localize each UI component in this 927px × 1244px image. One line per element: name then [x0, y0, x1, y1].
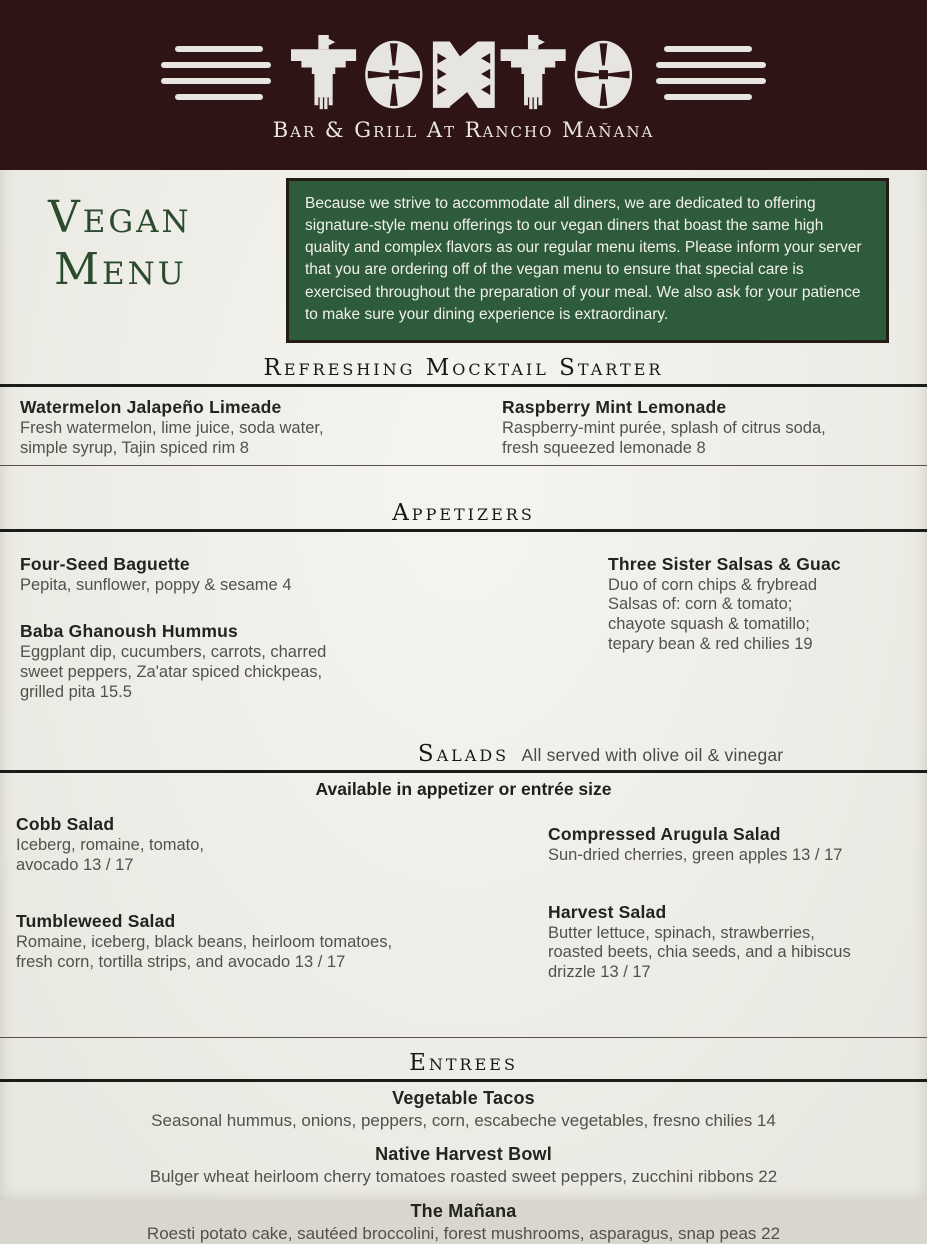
section-title: Appetizers: [392, 499, 535, 526]
section-header: [0, 355, 927, 381]
section-appetizers: [0, 500, 927, 729]
item-desc: Seasonal hummus, onions, peppers, corn, escabeche vegetables, fresno chilies 14: [151, 1110, 776, 1130]
section-entrees: [0, 1050, 927, 1244]
tonto-logo: [291, 34, 636, 114]
item-desc: Eggplant dip, cucumbers, carrots, charred sweet peppers, Za'atar spiced chickpeas, grilled pita 15.5: [20, 643, 327, 701]
speed-lines-right-icon: [656, 46, 766, 102]
menu-item-cobb-salad: [16, 814, 548, 876]
item-desc: Bulger wheat heirloom cherry tomatoes roasted sweet peppers, zucchini ribbons 22: [149, 1167, 778, 1187]
thunderbird-t-icon: [291, 35, 356, 109]
intro-paragraph: Because we strive to accommodate all diners, we are dedicated to offering signature-style menu offerings to our vegan diners that boast the same high quality and complex flavors as our regular menu items. Please inform your server that you are ordering off of the vegan menu to ensure that special care is exercised throughout the preparation of your meal. We also ask for your patience to make sure your dining experience is extraordinary.: [305, 195, 862, 323]
page-title-line2: Menu: [54, 243, 187, 295]
item-desc: Fresh watermelon, lime juice, soda water, simple syrup, Tajin spiced rim 8: [20, 418, 324, 457]
menu-item-tumbleweed-salad: [16, 911, 548, 973]
section-note: All served with olive oil & vinegar: [521, 744, 784, 765]
menu-item-four-seed-baguette: [20, 554, 608, 596]
item-name: The Mañana: [410, 1200, 517, 1221]
item-desc: Sun-dried cherries, green apples 13 / 17: [548, 845, 843, 864]
menu-item-vegetable-tacos: [0, 1088, 927, 1131]
item-desc: Butter lettuce, spinach, strawberries, roasted beets, chia seeds, and a hibiscus drizzle 13 / 17: [548, 923, 851, 982]
item-name: Three Sister Salsas & Guac: [608, 553, 841, 574]
section-divider: [0, 770, 927, 773]
menu-item-three-sister-salsas: [608, 554, 927, 655]
section-divider: [0, 465, 927, 466]
logo-row: [161, 34, 766, 114]
menu-item-native-harvest-bowl: [0, 1144, 927, 1187]
section-header: [0, 500, 927, 526]
section-title: Refreshing Mocktail Starter: [263, 354, 664, 381]
menu-item-the-manana: [0, 1201, 927, 1244]
item-desc: Raspberry-mint purée, splash of citrus soda, fresh squeezed lemonade 8: [502, 418, 826, 457]
intro-note-box: [286, 178, 889, 343]
salads-size-subheading: Available in appetizer or entrée size: [315, 778, 612, 799]
section-header: [0, 741, 927, 767]
item-name: Compressed Arugula Salad: [548, 823, 781, 844]
brand-subtitle: Bar & Grill At Rancho Mañana: [272, 118, 655, 142]
speed-lines-left-icon: [161, 46, 271, 102]
salad-items: [0, 800, 927, 1009]
brand-header: [0, 0, 927, 170]
item-name: Vegetable Tacos: [392, 1087, 535, 1108]
section-title: Salads: [417, 740, 510, 767]
item-name: Tumbleweed Salad: [16, 911, 176, 932]
item-name: Native Harvest Bowl: [375, 1144, 552, 1165]
menu-item-compressed-arugula-salad: [548, 824, 927, 866]
item-desc: Pepita, sunflower, poppy & sesame 4: [20, 575, 292, 594]
page-title: [48, 178, 286, 343]
tribal-n-icon: [433, 41, 495, 107]
item-name: Raspberry Mint Lemonade: [502, 396, 727, 417]
section-salads: [0, 741, 927, 1038]
page-title-line1: Vegan: [48, 192, 192, 243]
intro-row: [0, 170, 927, 343]
item-desc: Iceberg, romaine, tomato, avocado 13 / 17: [16, 835, 205, 874]
item-name: Baba Ghanoush Hummus: [20, 621, 238, 642]
menu-item-harvest-salad: [548, 902, 927, 983]
item-name: Harvest Salad: [548, 901, 667, 922]
section-mocktails: [0, 355, 927, 466]
section-divider: [0, 1037, 927, 1038]
item-desc: Duo of corn chips & frybread Salsas of: corn & tomato; chayote squash & tomatillo; tepary bean & red chilies 19: [608, 575, 818, 653]
item-desc: Roesti potato cake, sautéed broccolini, forest mushrooms, asparagus, snap peas 22: [146, 1223, 781, 1243]
menu-item-watermelon-limeade: [20, 397, 502, 459]
menu-item-baba-ghanoush-hummus: [20, 621, 608, 702]
section-header: [0, 1050, 927, 1076]
entree-items: [0, 1082, 927, 1244]
item-desc: Romaine, iceberg, black beans, heirloom tomatoes, fresh corn, tortilla strips, and avocado 13 / 17: [16, 933, 393, 972]
medicine-wheel-o-icon: [365, 41, 422, 109]
appetizer-items: [0, 532, 927, 729]
section-title: Entrees: [409, 1049, 518, 1076]
menu-item-raspberry-lemonade: [502, 397, 927, 459]
mocktail-items: [0, 387, 927, 459]
item-name: Cobb Salad: [16, 813, 115, 834]
item-name: Four-Seed Baguette: [20, 553, 190, 574]
item-name: Watermelon Jalapeño Limeade: [20, 396, 282, 417]
